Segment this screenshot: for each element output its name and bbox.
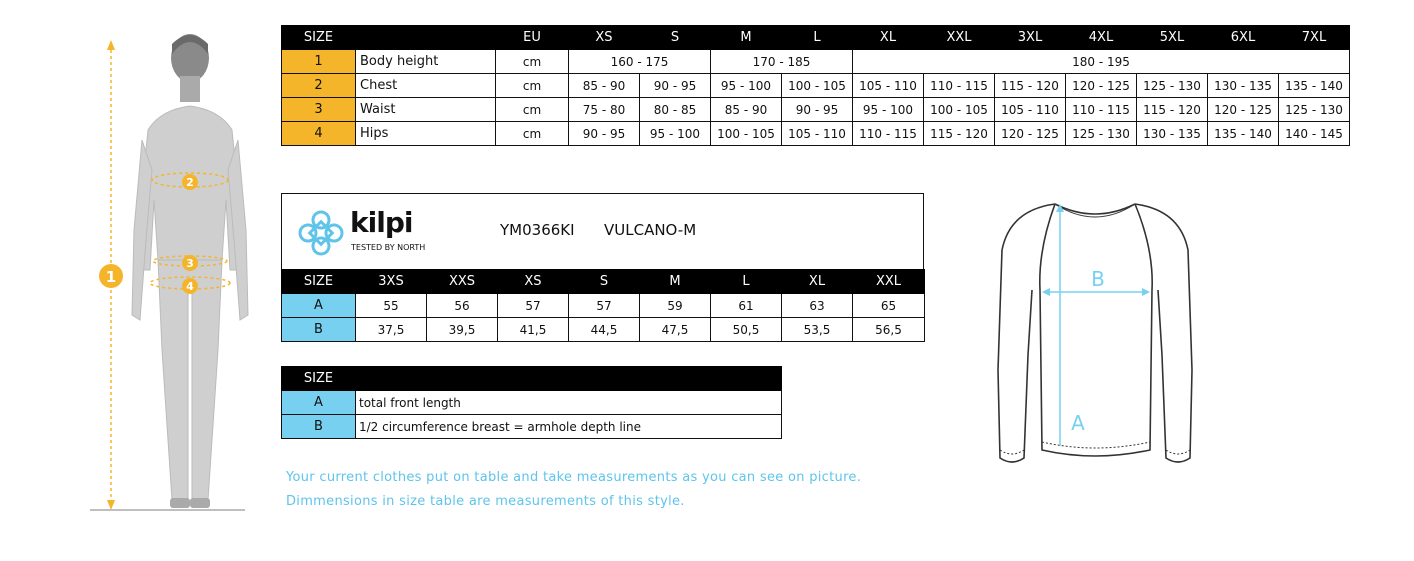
value-cell: 130 - 135 <box>1137 122 1208 146</box>
header-cell: XL <box>782 270 853 294</box>
header-cell: XS <box>498 270 569 294</box>
header-cell: XXL <box>924 26 995 50</box>
row-label: Waist <box>356 98 496 122</box>
row-number: 1 <box>282 50 356 74</box>
value-cell: 44,5 <box>569 318 640 342</box>
value-cell: 41,5 <box>498 318 569 342</box>
merged-cell: 170 - 185 <box>711 50 853 74</box>
value-cell: 120 - 125 <box>1066 74 1137 98</box>
value-cell: 135 - 140 <box>1208 122 1279 146</box>
unit-cell: cm <box>496 50 569 74</box>
value-cell: 37,5 <box>356 318 427 342</box>
merged-cell: 160 - 175 <box>569 50 711 74</box>
value-cell: 80 - 85 <box>640 98 711 122</box>
header-cell: S <box>640 26 711 50</box>
header-cell: XXS <box>427 270 498 294</box>
header-cell: SIZE <box>282 367 356 391</box>
row-number: 2 <box>282 74 356 98</box>
value-cell: 85 - 90 <box>711 98 782 122</box>
value-cell: 56,5 <box>853 318 925 342</box>
body-figure-illustration <box>90 30 260 515</box>
value-cell: 57 <box>498 294 569 318</box>
instruction-note: Your current clothes put on table and take measurements as you can see on picture. <box>286 470 862 485</box>
unit-cell: cm <box>496 74 569 98</box>
row-label: Chest <box>356 74 496 98</box>
product-size-table <box>281 269 925 342</box>
header-cell: 6XL <box>1208 26 1279 50</box>
value-cell: 100 - 105 <box>782 74 853 98</box>
header-cell: SIZE <box>282 26 356 50</box>
header-cell: L <box>782 26 853 50</box>
row-number: 3 <box>282 98 356 122</box>
table-header-row <box>282 367 782 391</box>
table-row <box>282 98 1350 122</box>
instruction-note: Dimmensions in size table are measurements of this style. <box>286 494 685 509</box>
row-description: 1/2 circumference breast = armhole depth line <box>356 415 782 439</box>
value-cell: 140 - 145 <box>1279 122 1350 146</box>
value-cell: 90 - 95 <box>782 98 853 122</box>
header-cell: M <box>711 26 782 50</box>
value-cell: 47,5 <box>640 318 711 342</box>
value-cell: 75 - 80 <box>569 98 640 122</box>
header-cell: 5XL <box>1137 26 1208 50</box>
value-cell: 115 - 120 <box>1137 98 1208 122</box>
table-row <box>282 50 1350 74</box>
value-cell: 55 <box>356 294 427 318</box>
value-cell: 65 <box>853 294 925 318</box>
table-row <box>282 415 782 439</box>
header-cell: 3XS <box>356 270 427 294</box>
value-cell: 105 - 110 <box>995 98 1066 122</box>
value-cell: 115 - 120 <box>924 122 995 146</box>
header-cell: 7XL <box>1279 26 1350 50</box>
chest-marker-label: 2 <box>186 176 194 189</box>
row-label: Hips <box>356 122 496 146</box>
body-size-table <box>281 25 1350 146</box>
value-cell: 95 - 100 <box>640 122 711 146</box>
value-cell: 110 - 115 <box>1066 98 1137 122</box>
height-marker-label: 1 <box>105 268 117 286</box>
table-row <box>282 391 782 415</box>
row-number: 4 <box>282 122 356 146</box>
value-cell: 105 - 110 <box>853 74 924 98</box>
row-description: total front length <box>356 391 782 415</box>
unit-cell: cm <box>496 122 569 146</box>
value-cell: 135 - 140 <box>1279 74 1350 98</box>
row-label: A <box>282 294 356 318</box>
header-cell: 4XL <box>1066 26 1137 50</box>
value-cell: 56 <box>427 294 498 318</box>
shirt-measurement-diagram <box>990 190 1200 480</box>
value-cell: 95 - 100 <box>853 98 924 122</box>
value-cell: 110 - 115 <box>924 74 995 98</box>
value-cell: 90 - 95 <box>640 74 711 98</box>
row-label: B <box>282 415 356 439</box>
header-cell: M <box>640 270 711 294</box>
value-cell: 125 - 130 <box>1279 98 1350 122</box>
row-label: A <box>282 391 356 415</box>
table-header-row <box>282 270 925 294</box>
value-cell: 105 - 110 <box>782 122 853 146</box>
value-cell: 63 <box>782 294 853 318</box>
hips-marker-label: 4 <box>186 280 194 293</box>
product-model: VULCANO-M <box>604 221 697 239</box>
header-cell: SIZE <box>282 270 356 294</box>
value-cell: 39,5 <box>427 318 498 342</box>
header-cell: EU <box>496 26 569 50</box>
unit-cell: cm <box>496 98 569 122</box>
value-cell: 120 - 125 <box>995 122 1066 146</box>
value-cell: 130 - 135 <box>1208 74 1279 98</box>
value-cell: 85 - 90 <box>569 74 640 98</box>
table-row <box>282 122 1350 146</box>
merged-cell: 180 - 195 <box>853 50 1350 74</box>
table-row <box>282 74 1350 98</box>
value-cell: 110 - 115 <box>853 122 924 146</box>
product-brand-header <box>281 193 924 269</box>
value-cell: 95 - 100 <box>711 74 782 98</box>
header-cell <box>356 367 782 391</box>
shirt-marker-a: A <box>1071 411 1085 435</box>
header-cell: L <box>711 270 782 294</box>
value-cell: 59 <box>640 294 711 318</box>
product-code: YM0366KI <box>500 221 575 239</box>
value-cell: 61 <box>711 294 782 318</box>
measurement-legend-table <box>281 366 782 439</box>
header-cell: 3XL <box>995 26 1066 50</box>
table-row <box>282 294 925 318</box>
header-cell: S <box>569 270 640 294</box>
table-row <box>282 318 925 342</box>
value-cell: 53,5 <box>782 318 853 342</box>
value-cell: 125 - 130 <box>1137 74 1208 98</box>
header-cell <box>356 26 496 50</box>
value-cell: 100 - 105 <box>924 98 995 122</box>
value-cell: 90 - 95 <box>569 122 640 146</box>
header-cell: XXL <box>853 270 925 294</box>
value-cell: 57 <box>569 294 640 318</box>
table-header-row <box>282 26 1350 50</box>
row-label: Body height <box>356 50 496 74</box>
brand-name: kilpi <box>350 206 413 239</box>
shirt-marker-b: B <box>1091 267 1105 291</box>
kilpi-knot-logo-icon <box>296 208 346 258</box>
brand-tagline: TESTED BY NORTH <box>351 243 426 252</box>
waist-marker-label: 3 <box>186 257 194 270</box>
value-cell: 50,5 <box>711 318 782 342</box>
value-cell: 115 - 120 <box>995 74 1066 98</box>
row-label: B <box>282 318 356 342</box>
value-cell: 100 - 105 <box>711 122 782 146</box>
header-cell: XS <box>569 26 640 50</box>
header-cell: XL <box>853 26 924 50</box>
value-cell: 125 - 130 <box>1066 122 1137 146</box>
value-cell: 120 - 125 <box>1208 98 1279 122</box>
